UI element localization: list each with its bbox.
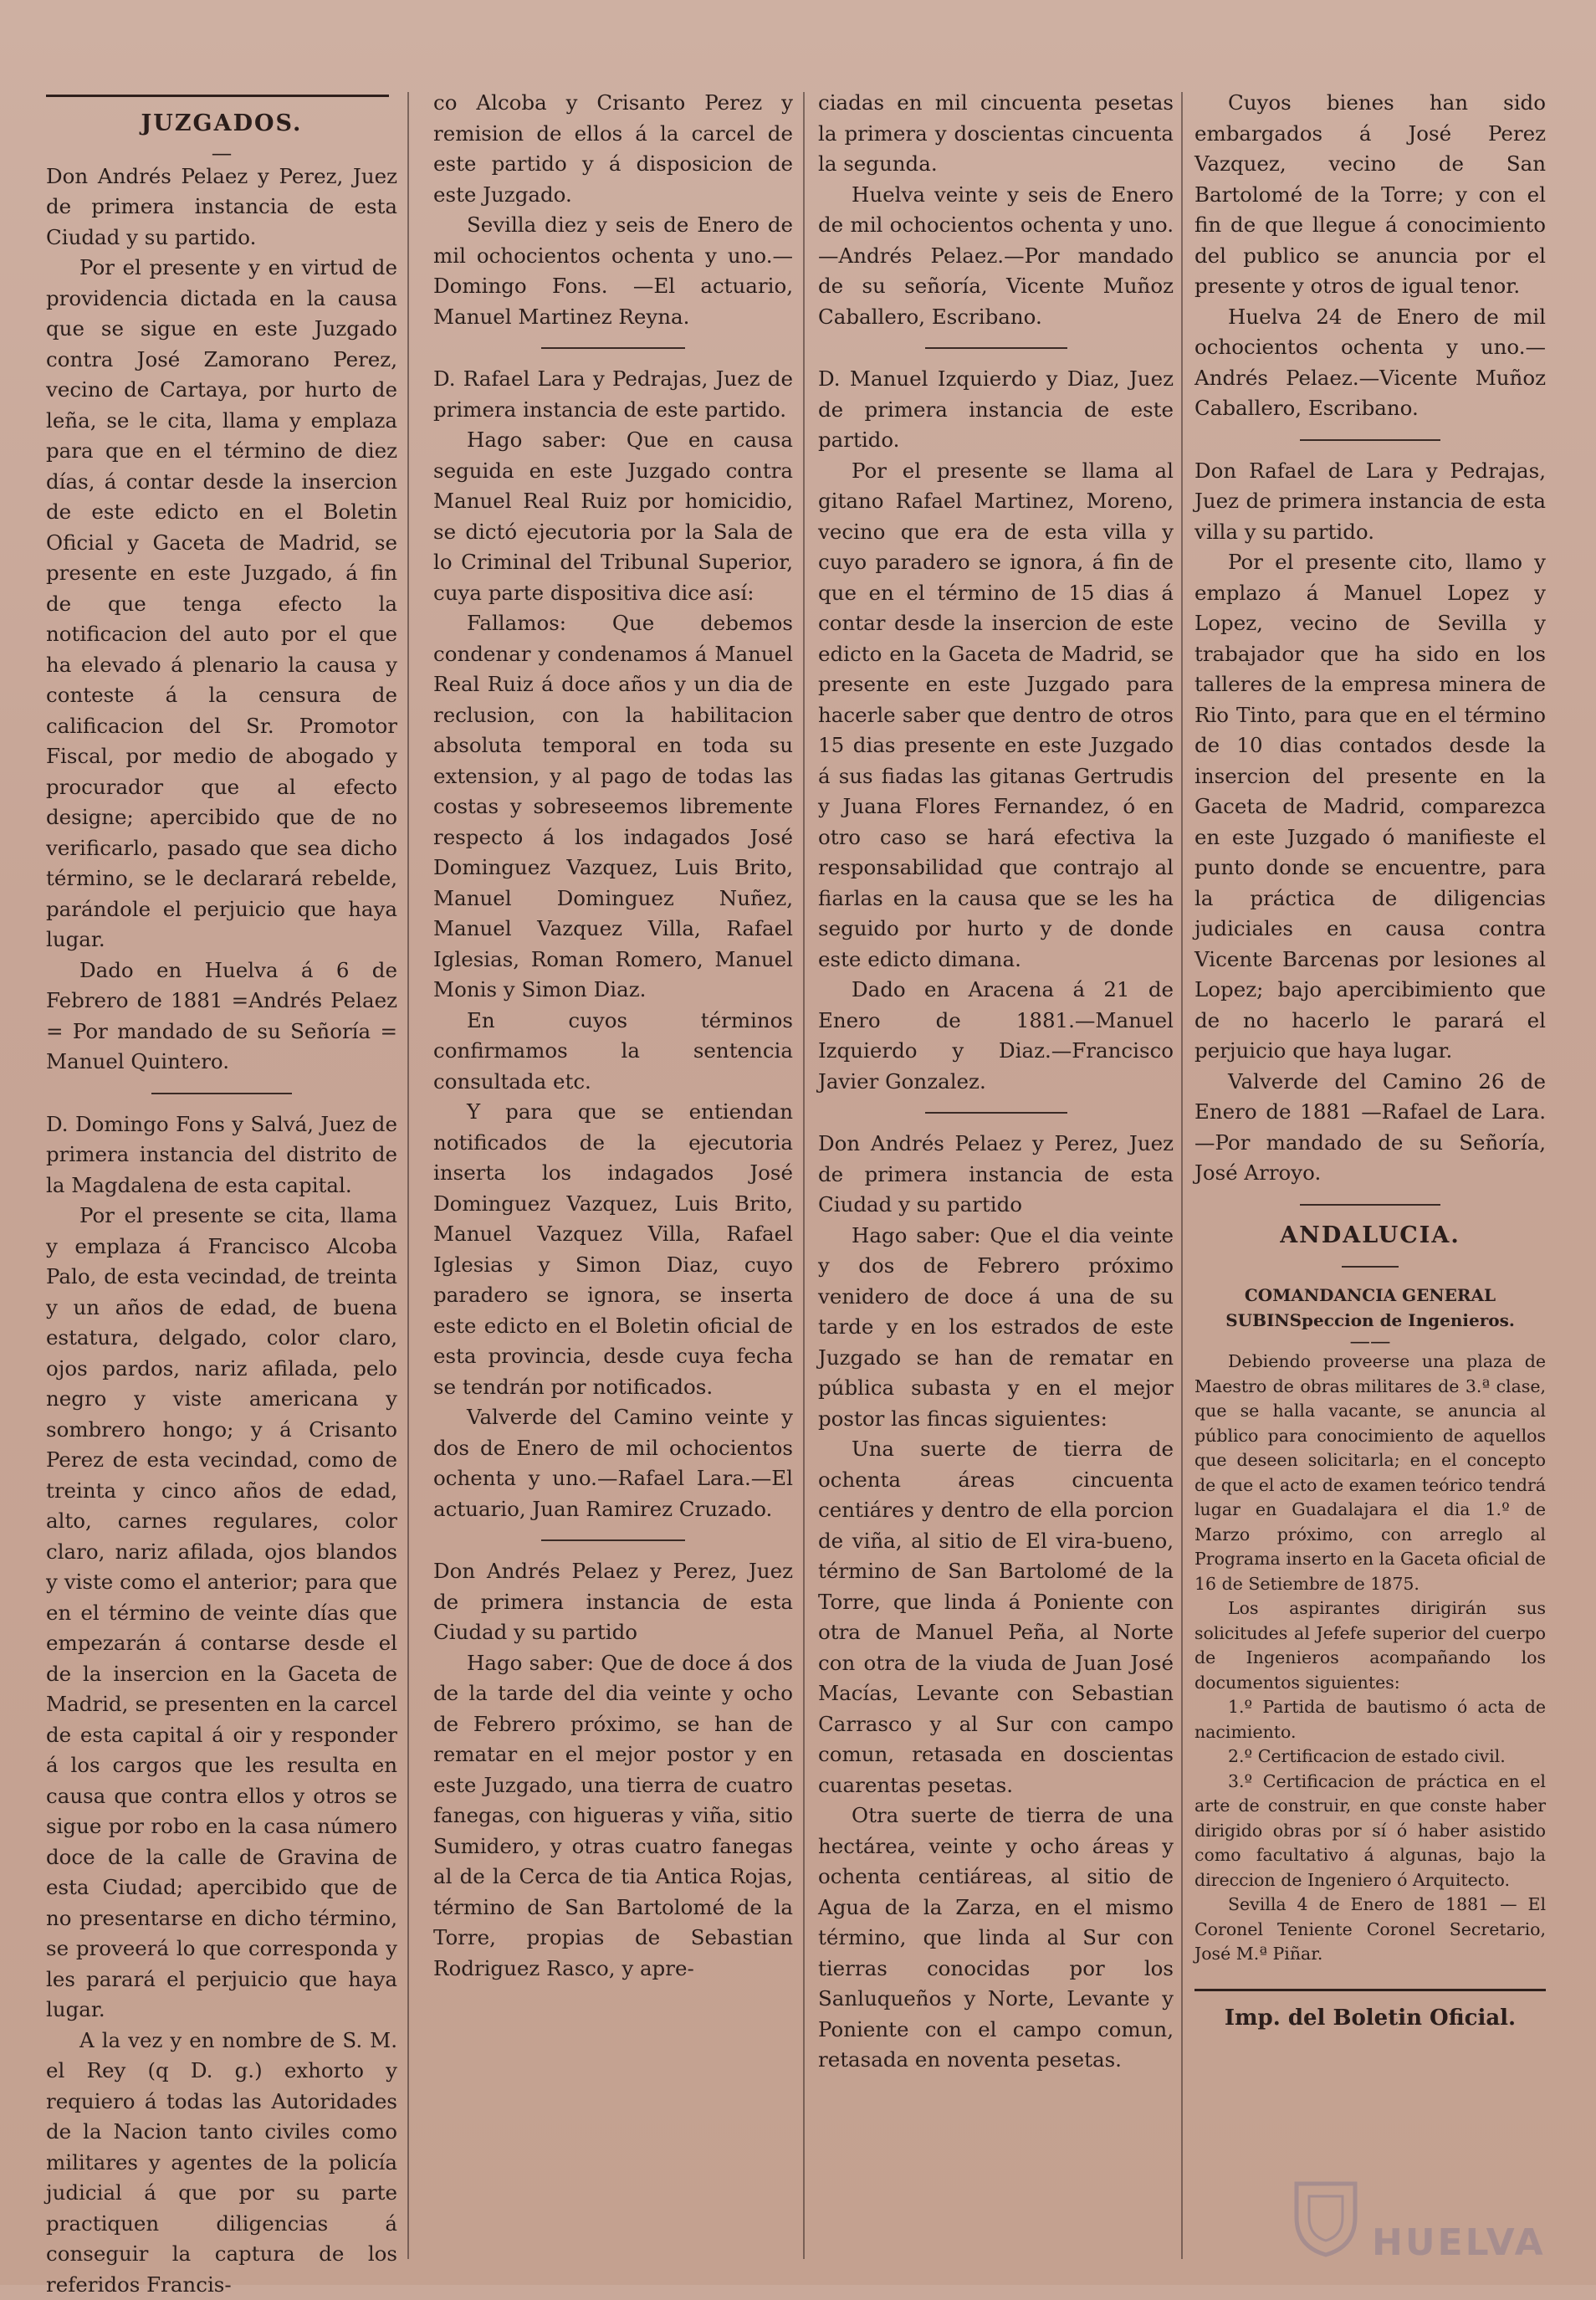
column-1 — [46, 88, 397, 2263]
notice-continuation: Cuyos bienes han sido embargados á José Perez Vazquez, vecino de San Bartolomé de la Torre; y con el fin de que llegue á conocimiento del publico se anuncia por el presente y otros de igual tenor. — [1194, 88, 1546, 302]
crest-icon — [1288, 2167, 1363, 2259]
notice-continuation: co Alcoba y Crisanto Perez y remision de ellos á la carcel de este partido y á disposicion de este Juzgado. — [433, 88, 793, 210]
notice-body: Y para que se entiendan notificados de la ejecutoria inserta los indagados José Dominguez Vazquez, Luis Brito, Manuel Vazquez Villa, Rafael Iglesias y Simon Diaz, cuyo paradero se ignora, se inserta este edicto en el Boletin oficial de esta provincia, desde cuya fecha se tendrán por notificados. — [433, 1097, 793, 1402]
notice-body: Hago saber: Que en causa seguida en este Juzgado contra Manuel Real Ruiz por homicidio, se dictó ejecutoria por la Sala de lo Criminal del Tribunal Superior, cuya parte dispositiva dice así: — [433, 425, 793, 608]
notice-signature: Sevilla 4 de Enero de 1881 — El Coronel Teniente Coronel Secretario, José M.ª Piñar. — [1194, 1893, 1546, 1967]
notice-signature: Valverde del Camino 26 de Enero de 1881 —Rafael de Lara.—Por mandado de su Señoría, José Arroyo. — [1194, 1067, 1546, 1189]
notice-body: Otra suerte de tierra de una hectárea, veinte y ocho áreas y ochenta centiáreas, al sitio de Agua de la Zarza, en el mismo término, que linda al Sur con tierras conocidas por los Sanluqueños y Norte, Levante y Poniente con el campo comun, retasada en noventa pesetas. — [818, 1801, 1174, 2076]
column-3 — [818, 88, 1174, 2263]
notice-body: Hago saber: Que el dia veinte y dos de Febrero próximo venidero de doce á una de su tarde y en los estrados de este Juzgado se han de rematar en pública subasta y en el mejor postor las fincas siguientes: — [818, 1221, 1174, 1435]
notice-signature: Huelva 24 de Enero de mil ochocientos ochenta y uno.—Andrés Pelaez.—Vicente Muñoz Caballero, Escribano. — [1194, 302, 1546, 424]
notice-body: Una suerte de tierra de ochenta áreas cincuenta centiáres y dentro de ella porcion de viña, al sitio de El vira-bueno, término de San Bartolomé de la Torre, que linda á Poniente con otra de Manuel Peña, al Norte con otra de la viuda de Juan José Macías, Levante con Sebastian Carrasco y al Sur con campo comun, retasada en doscientas cuarentas pesetas. — [818, 1434, 1174, 1801]
notice-list-item: 2.º Certificacion de estado civil. — [1194, 1744, 1546, 1770]
notice-title: D. Domingo Fons y Salvá, Juez de primera instancia del distrito de la Magdalena de esta capital. — [46, 1109, 397, 1201]
notice-title: Don Andrés Pelaez y Perez, Juez de primera instancia de esta Ciudad y su partido — [433, 1556, 793, 1648]
column-rule — [803, 92, 805, 2259]
notice-body: Por el presente cito, llamo y emplazo á Manuel Lopez y Lopez, vecino de Sevilla y trabajador que ha sido en los talleres de la empresa minera de Rio Tinto, para que en el término de 10 dias contados desde la insercion del presente en la Gaceta de Madrid, comparezca en este Juzgado ó manifieste el punto donde se encuentre, para la práctica de diligencias judiciales en causa contra Vicente Barcenas por lesiones al Lopez; bajo apercibimiento que de no hacerlo le parará el perjuicio que haya lugar. — [1194, 547, 1546, 1067]
watermark-text: HUELVA — [1372, 2221, 1546, 2264]
notice-signature: Sevilla diez y seis de Enero de mil ochocientos ochenta y uno.—Domingo Fons. —El actuario, Manuel Martinez Reyna. — [433, 210, 793, 332]
separator — [925, 347, 1067, 349]
top-rule — [46, 95, 389, 97]
notice-body: Los aspirantes dirigirán sus solicitudes al Jefefe superior del cuerpo de Ingenieros acompañando los documentos siguientes: — [1194, 1596, 1546, 1695]
notice-body: Hago saber: Que de doce á dos de la tarde del dia veinte y ocho de Febrero próximo, se han de rematar en el mejor postor y en este Juzgado, una tierra de cuatro fanegas, con higueras y viña, sitio Sumidero, y otras cuatro fanegas al de la Cerca de tia Antica Rojas, término de San Bartolomé de la Torre, propias de Sebastian Rodriguez Rasco, y apre- — [433, 1648, 793, 1985]
notice-signature: Huelva veinte y seis de Enero de mil ochocientos ochenta y uno.—Andrés Pelaez.—Por mandado de su señoría, Vicente Muñoz Caballero, Escribano. — [818, 180, 1174, 333]
separator — [925, 1112, 1067, 1114]
notice-body: A la vez y en nombre de S. M. el Rey (q D. g.) exhorto y requiero á todas las Autoridades de la Nacion tanto civiles como militares y agentes de la policía judicial á que por su parte practiquen diligencias á conseguir la captura de los referidos Francis- — [46, 2026, 397, 2300]
notice-subtitle: COMANDANCIA GENERAL SUBINSpeccion de Ingenieros. — [1194, 1283, 1546, 1333]
column-rule — [1181, 92, 1183, 2259]
heading-dash: —— — [1194, 1333, 1546, 1350]
notice-list-item: 3.º Certificacion de práctica en el arte de construir, en que conste haber dirigido obras por sí ó haber asistido como facultativo á algunas, bajo la direccion de Ingeniero ó Arquitecto. — [1194, 1770, 1546, 1893]
separator — [1300, 1204, 1440, 1206]
notice-signature: Valverde del Camino veinte y dos de Enero de mil ochocientos ochenta y uno.—Rafael Lara.—El actuario, Juan Ramirez Cruzado. — [433, 1402, 793, 1524]
notice-title: Don Rafael de Lara y Pedrajas, Juez de primera instancia de esta villa y su partido. — [1194, 456, 1546, 548]
notice-title: Don Andrés Pelaez y Perez, Juez de primera instancia de esta Ciudad y su partido — [818, 1129, 1174, 1221]
column-4 — [1194, 88, 1546, 2263]
notice-title: D. Manuel Izquierdo y Diaz, Juez de primera instancia de este partido. — [818, 364, 1174, 456]
notice-body: Por el presente se cita, llama y emplaza á Francisco Alcoba Palo, de esta vecindad, de treinta y un años de edad, de buena estatura, delgado, color claro, ojos pardos, nariz afilada, pelo negro y viste americana y sombrero hongo; y á Crisanto Perez de esta vecindad, como de treinta y cinco años de edad, alto, carnes regulares, color claro, nariz afilada, ojos blandos y viste como el anterior; para que en el término de veinte días que empezarán á contarse desde el de la insercion en la Gaceta de Madrid, se presenten en la carcel de esta capital á oir y responder á los cargos que les resulta en causa que contra ellos y otros se sigue por robo en la casa número doce de la calle de Gravina de esta Ciudad; apercibido que de no presentarse en dicho término, se proveerá lo que corresponda y les parará el perjuicio que haya lugar. — [46, 1201, 397, 2026]
notice-signature: Dado en Aracena á 21 de Enero de 1881.—Manuel Izquierdo y Diaz.—Francisco Javier Gonzalez. — [818, 975, 1174, 1097]
notice-body: Debiendo proveerse una plaza de Maestro de obras militares de 3.ª clase, que se halla vacante, se anuncia al público para conocimiento de aquellos que deseen solicitarla; en el concepto de que el acto de examen teórico tendrá lugar en Guadalajara el dia 1.º de Marzo próximo, con arreglo al Programa inserto en la Gaceta oficial de 16 de Setiembre de 1875. — [1194, 1350, 1546, 1596]
notice-list-item: 1.º Partida de bautismo ó acta de nacimiento. — [1194, 1695, 1546, 1744]
notice-body: Fallamos: Que debemos condenar y condenamos á Manuel Real Ruiz á doce años y un dia de reclusion, con la habilitacion absoluta temporal en toda su extension, y al pago de todas las costas y sobreseemos libremente respecto á los indagados José Dominguez Vazquez, Luis Brito, Manuel Dominguez Nuñez, Manuel Vazquez Villa, Rafael Iglesias, Roman Romero, Manuel Monis y Simon Diaz. — [433, 608, 793, 1006]
heading-dash: — — [46, 145, 397, 161]
section-heading: ANDALUCIA. — [1194, 1221, 1546, 1252]
notice-title: Don Andrés Pelaez y Perez, Juez de primera instancia de esta Ciudad y su partido. — [46, 161, 397, 254]
separator — [541, 347, 685, 349]
notice-body: En cuyos términos confirmamos la sentencia consultada etc. — [433, 1006, 793, 1098]
column-2 — [433, 88, 793, 2263]
imprint: Imp. del Boletin Oficial. — [1194, 1989, 1546, 2034]
archive-seal-watermark — [1288, 2167, 1564, 2267]
separator — [1300, 439, 1440, 441]
notice-continuation: ciadas en mil cincuenta pesetas la primera y doscientas cincuenta la segunda. — [818, 88, 1174, 180]
notice-body: Por el presente se llama al gitano Rafael Martinez, Moreno, vecino que era de esta villa y cuyo paradero se ignora, á fin de que en el término de 15 dias á contar desde la insercion de este edicto en la Gaceta de Madrid, se presente en este Juzgado para hacerle saber que dentro de otros 15 dias presente en este Juzgado á sus fiadas las gitanas Gertrudis y Juana Flores Fernandez, ó en otro caso se hará efectiva la responsabilidad que contrajo al fiarlas en la causa que se les ha seguido por hurto y de donde este edicto dimana. — [818, 456, 1174, 976]
notice-body: Por el presente y en virtud de providencia dictada en la causa que se sigue en este Juzgado contra José Zamorano Perez, vecino de Cartaya, por hurto de leña, se le cita, llama y emplaza para que en el término de diez días, á contar desde la insercion de este edicto en el Boletin Oficial y Gaceta de Madrid, se presente en este Juzgado, á fin de que tenga efecto la notificacion del auto por el que ha elevado á plenario la causa y conteste á la censura de calificacion del Sr. Promotor Fiscal, por medio de abogado y procurador que al efecto designe; apercibido que de no verificarlo, pasado que sea dicho término, se le declarará rebelde, parándole el perjuicio que haya lugar. — [46, 253, 397, 955]
column-rule — [407, 92, 409, 2259]
separator — [151, 1093, 292, 1094]
notice-signature: Dado en Huelva á 6 de Febrero de 1881 =Andrés Pelaez = Por mandado de su Señoría = Manuel Quintero. — [46, 955, 397, 1078]
section-heading: JUZGADOS. — [46, 109, 397, 140]
notice-title: D. Rafael Lara y Pedrajas, Juez de primera instancia de este partido. — [433, 364, 793, 425]
separator — [1342, 1266, 1398, 1268]
separator — [541, 1539, 685, 1541]
